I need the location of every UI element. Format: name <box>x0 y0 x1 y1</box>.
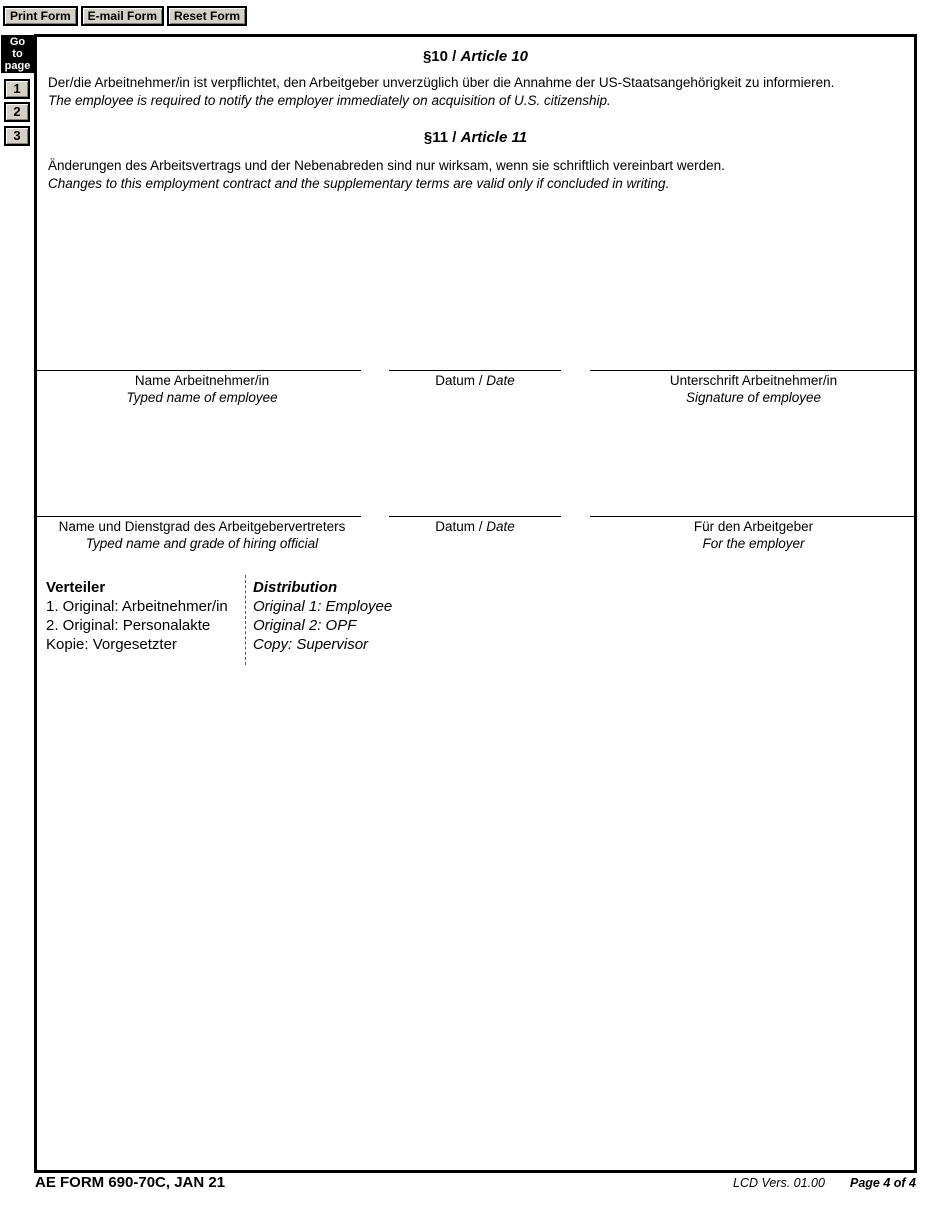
distribution-list-en: Distribution Original 1: Employee Original 2: OPF Copy: Supervisor <box>253 579 393 653</box>
article-10-heading: §10 / Article 10 <box>422 48 529 65</box>
article-10-text: Der/die Arbeitnehmer/in ist verpflichtet, den Arbeitgeber unverzüglich über die Annahme der US-Staatsangehörigkeit zu informieren. The employee is required to notify the employer immediately on acquisition of U.S. citizenship. <box>48 75 835 108</box>
form-page-frame <box>34 34 917 1173</box>
form-identifier: AE FORM 690-70C, JAN 21 <box>35 1174 226 1191</box>
employee-name-label: Name Arbeitnehmer/in Typed name of employee <box>126 373 278 405</box>
form-version: LCD Vers. 01.00 <box>733 1176 825 1190</box>
go-to-page-2-button[interactable]: 2 <box>4 102 30 122</box>
employee-date-label: Datum / Date <box>435 373 515 388</box>
employer-signature-label: Für den Arbeitgeber For the employer <box>693 519 814 551</box>
article-11-heading: §11 / Article 11 <box>423 129 528 146</box>
employee-signature-label: Unterschrift Arbeitnehmer/in Signature of employee <box>669 373 838 405</box>
employer-date-field[interactable] <box>389 516 561 517</box>
employer-name-label: Name und Dienstgrad des Arbeitgebervertreters Typed name and grade of hiring official <box>58 519 346 551</box>
distribution-divider <box>245 575 246 665</box>
distribution-list-de: Verteiler 1. Original: Arbeitnehmer/in 2. Original: Personalakte Kopie: Vorgesetzter <box>46 579 228 653</box>
employee-name-field[interactable] <box>37 370 361 371</box>
article-11-text: Änderungen des Arbeitsvertrags und der Nebenabreden sind nur wirksam, wenn sie schriftlich vereinbart werden. Changes to this employment contract and the supplementary terms are valid only if concluded in writing. <box>48 158 725 191</box>
email-form-button[interactable]: E-mail Form <box>81 6 164 26</box>
reset-form-button[interactable]: Reset Form <box>167 6 247 26</box>
page-number: Page 4 of 4 <box>850 1176 916 1190</box>
form-toolbar <box>3 6 247 28</box>
employer-date-label: Datum / Date <box>435 519 515 534</box>
employer-signature-field[interactable] <box>590 516 917 517</box>
go-to-page-3-button[interactable]: 3 <box>4 126 30 146</box>
go-to-page-1-button[interactable]: 1 <box>4 79 30 99</box>
employee-signature-field[interactable] <box>590 370 917 371</box>
print-form-button[interactable]: Print Form <box>3 6 78 26</box>
employee-date-field[interactable] <box>389 370 561 371</box>
employer-name-field[interactable] <box>37 516 361 517</box>
go-to-page-label: Go to page <box>1 35 34 73</box>
